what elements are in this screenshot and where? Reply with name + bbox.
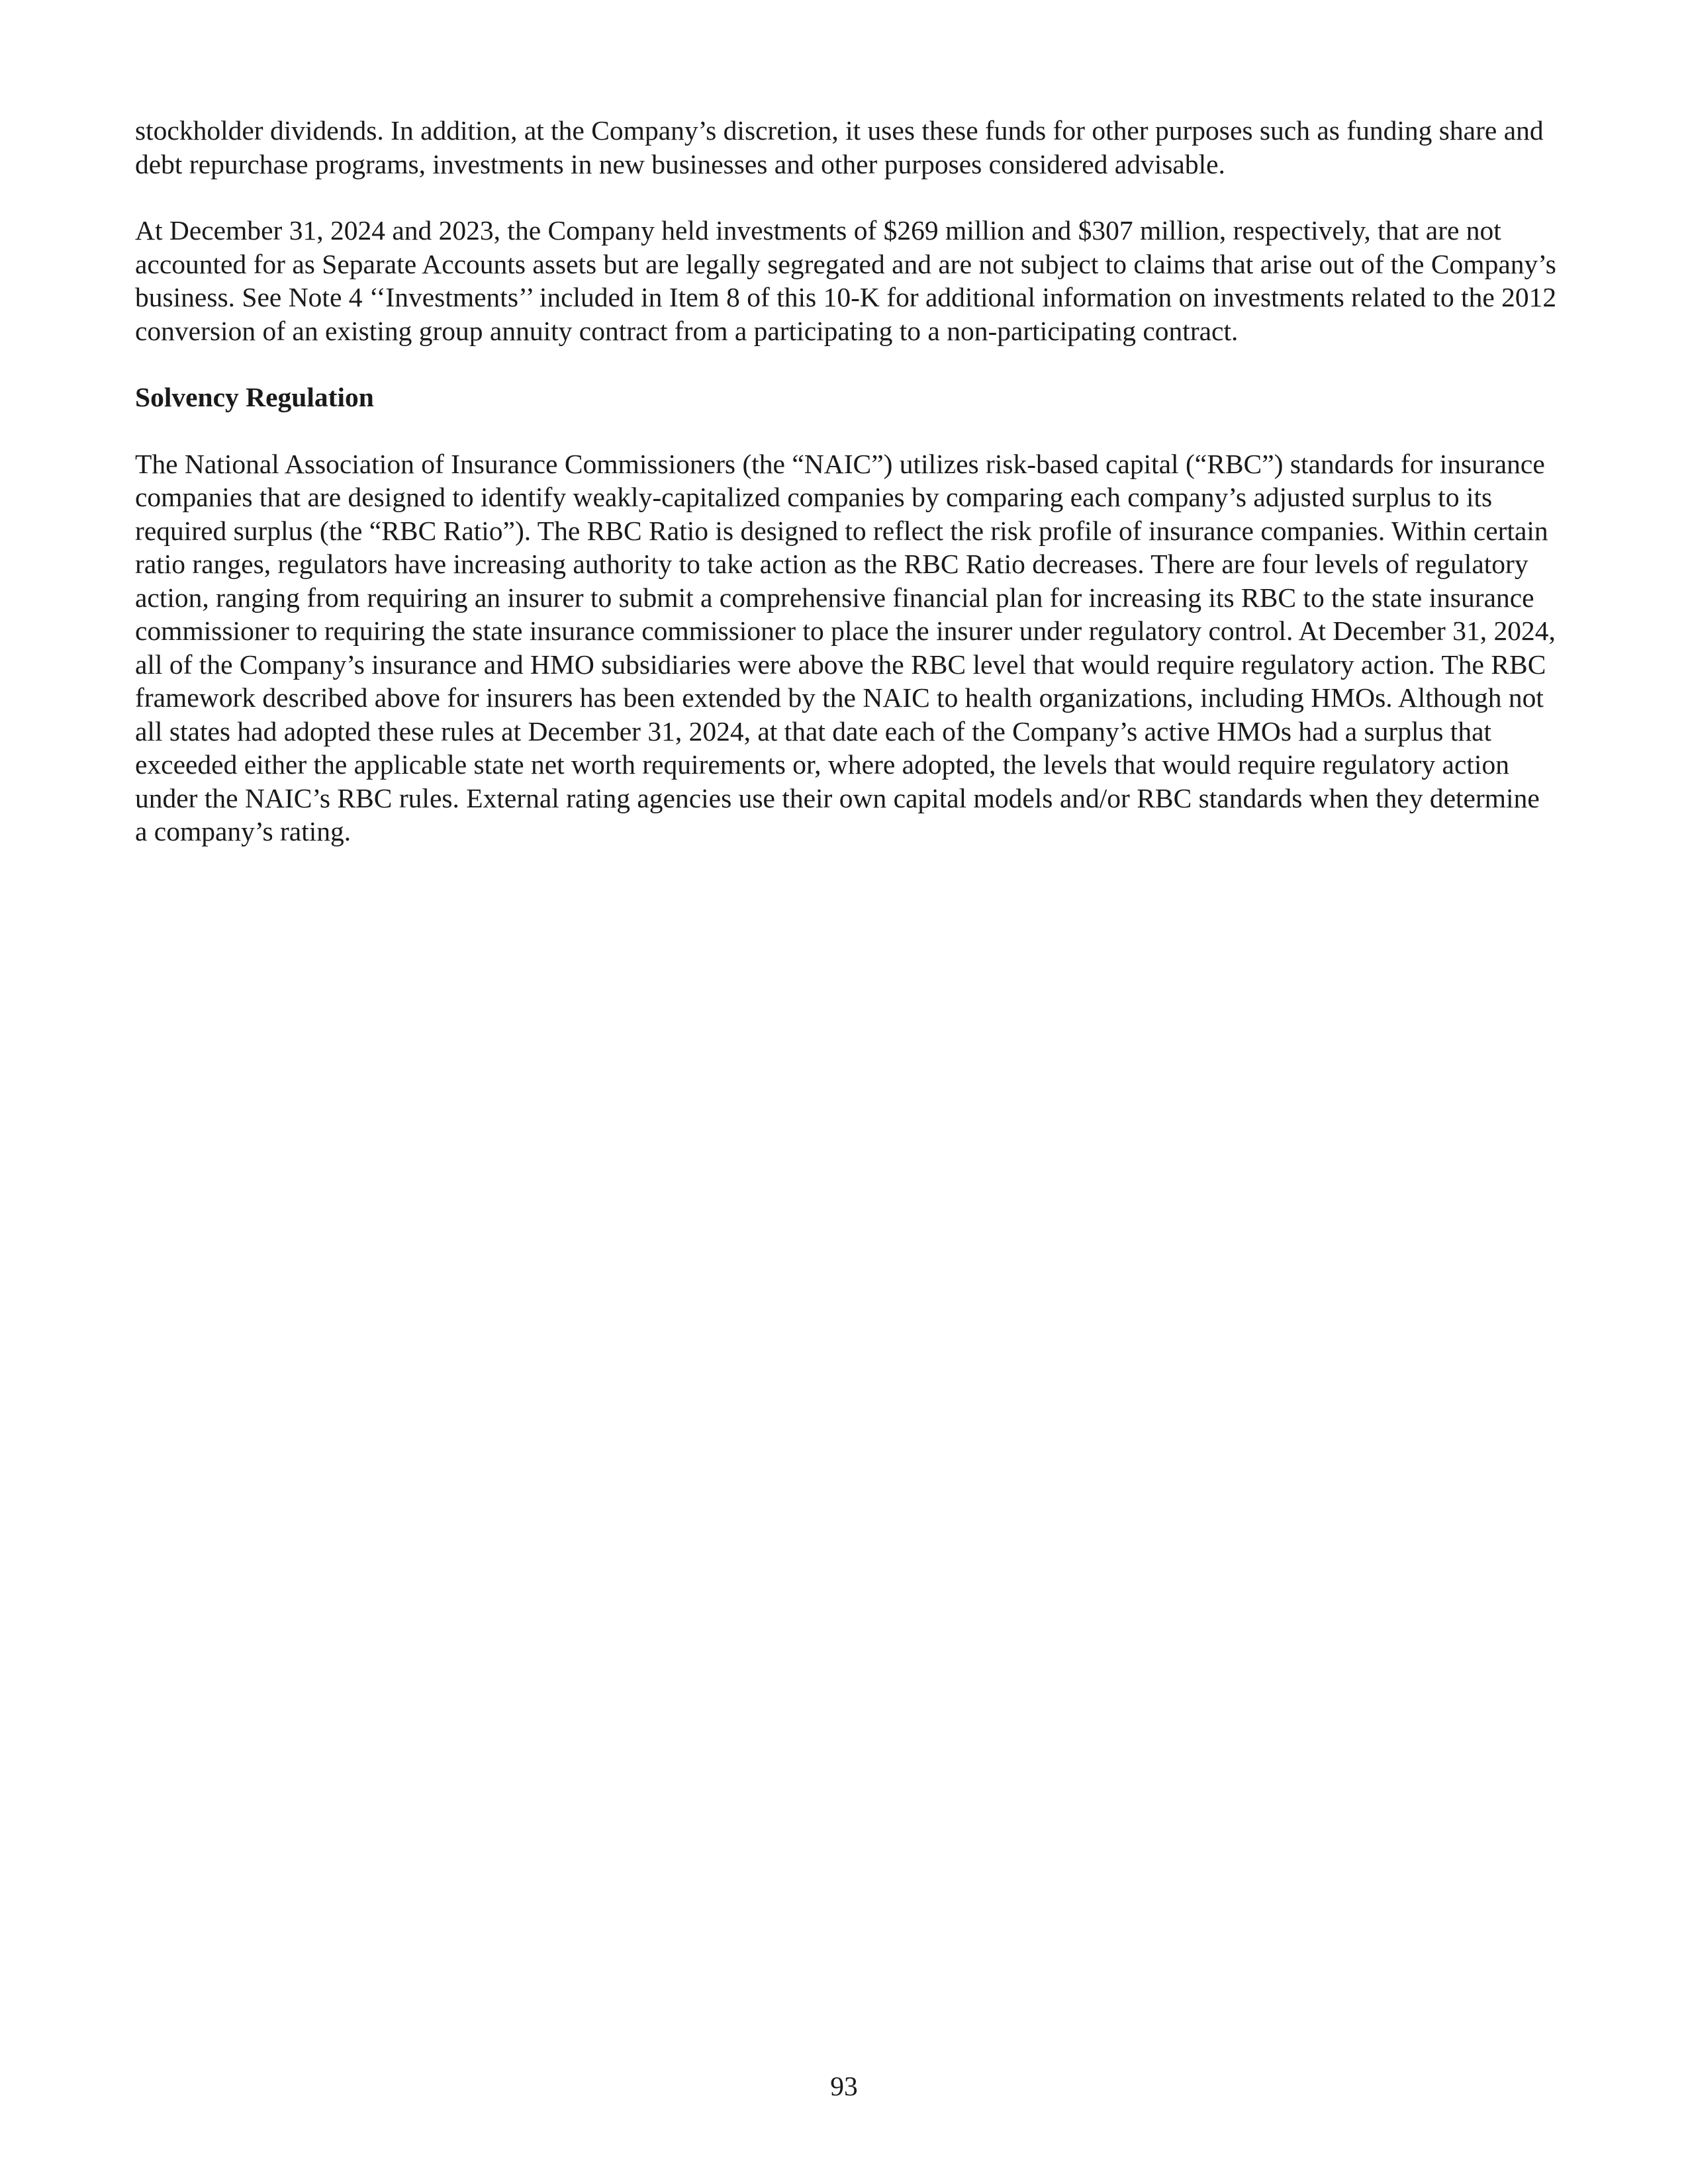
paragraph-investments: At December 31, 2024 and 2023, the Company held investments of $269 million and $307 million, respectively, that are not accounted for as Separate Accounts assets but are legally segregated and are not subject to claims that arise out of the Company’s business. See Note 4 ‘‘Investments’’ included in Item 8 of this 10-K for additional information on investments related to the 2012 conversion of an existing group annuity contract from a participating to a non-participating contract. [135, 215, 1557, 346]
paragraph-solvency: The National Association of Insurance Commissioners (the “NAIC”) utilizes risk-based capital (“RBC”) standards for insurance companies that are designed to identify weakly-capitalized companies by comparing each company’s adjusted surplus to its required surplus (the “RBC Ratio”). The RBC Ratio is designed to reflect the risk profile of insurance companies. Within certain ratio ranges, regulators have increasing authority to take action as the RBC Ratio decreases. There are four levels of regulatory action, ranging from requiring an insurer to submit a comprehensive financial plan for increasing its RBC to the state insurance commissioner to requiring the state insurance commissioner to place the insurer under regulatory control. At December 31, 2024, all of the Company’s insurance and HMO subsidiaries were above the RBC level that would require regulatory action. The RBC framework described above for insurers has been extended by the NAIC to health organizations, including HMOs. Although not all states had adopted these rules at December 31, 2024, at that date each of the Company’s active HMOs had a surplus that exceeded either the applicable state net worth requirements or, where adopted, the levels that would require regulatory action under the NAIC’s RBC rules. External rating agencies use their own capital models and/or RBC standards when they determine a company’s rating. [135, 448, 1556, 846]
section-heading-solvency: Solvency Regulation [135, 382, 374, 412]
document-page [135, 114, 1558, 882]
page-number: 93 [830, 2071, 858, 2101]
paragraph-dividends: stockholder dividends. In addition, at the Company’s discretion, it uses these funds for other purposes such as funding share and debt repurchase programs, investments in new businesses and other purposes considered advisable. [135, 115, 1544, 179]
